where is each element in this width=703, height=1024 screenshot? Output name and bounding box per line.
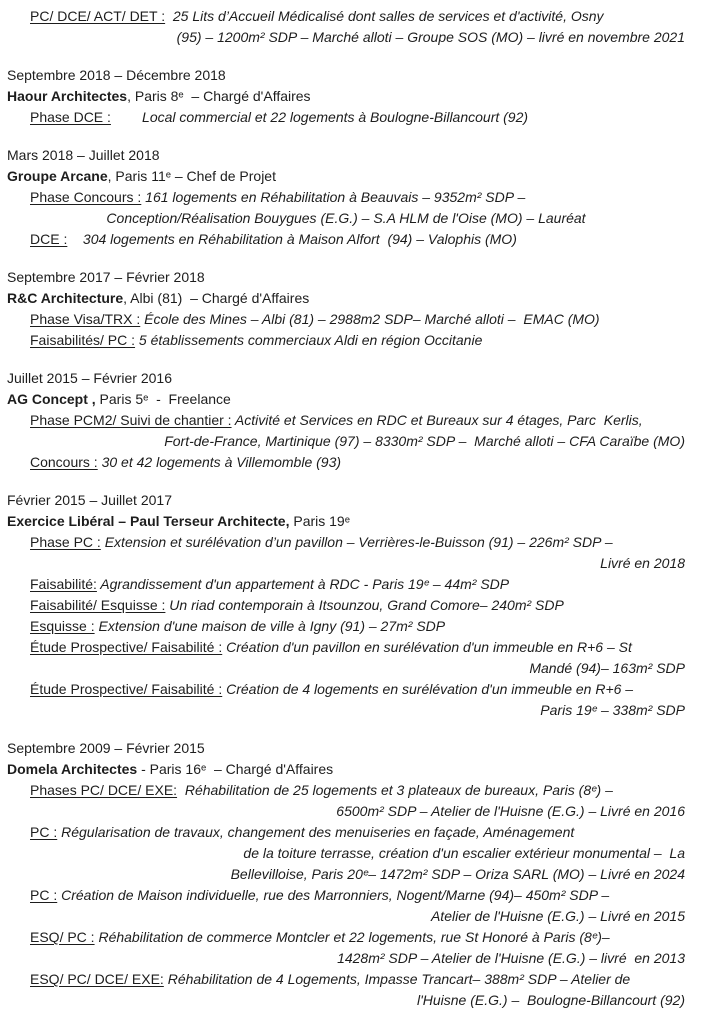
project-description: Agrandissement d'un appartement à RDC - Paris 19ᵉ – 44m² SDP (96, 576, 510, 592)
phase-label: PC/ DCE/ ACT/ DET : (30, 8, 166, 24)
project-description: Extension d'une maison de ville à Igny (91) – 27m² SDP (94, 618, 446, 634)
project-description: Réhabilitation de 4 Logements, Impasse Trancart– 388m² SDP – Atelier de (163, 971, 631, 987)
phase-label: Esquisse : (30, 618, 95, 634)
project-description: Un riad contemporain à Itsounzou, Grand Comore– 240m² SDP (165, 597, 564, 613)
project-description: 1428m² SDP – Atelier de l'Huisne (E.G.) – livré en 2013 (337, 950, 685, 966)
project-description: École des Mines – Albi (81) – 2988m2 SDP– Marché alloti – EMAC (MO) (140, 311, 600, 327)
text-line (7, 990, 685, 1011)
phase-label: Phase DCE : (30, 109, 111, 125)
text-line (7, 843, 685, 864)
text-line (7, 229, 685, 250)
project-description: 5 établissements commerciaux Aldi en région Occitanie (135, 332, 483, 348)
phase-label: PC : (30, 824, 58, 840)
text-line (7, 885, 685, 906)
text-line (7, 6, 685, 27)
experience-section (7, 267, 685, 351)
text-line (7, 166, 685, 187)
employer-details: Paris 19ᵉ (289, 513, 350, 529)
text-line (7, 927, 685, 948)
experience-section (7, 738, 685, 1011)
project-description: Activité et Services en RDC et Bureaux sur 4 étages, Parc Kerlis, (231, 412, 643, 428)
phase-label: Faisabilité: (30, 576, 97, 592)
date-range: Mars 2018 – Juillet 2018 (7, 147, 160, 163)
text-line (7, 864, 685, 885)
text-line (7, 801, 685, 822)
experience-section (7, 368, 685, 473)
project-description: Bellevilloise, Paris 20ᵉ– 1472m² SDP – Oriza SARL (MO) – Livré en 2024 (230, 866, 685, 882)
project-description: l'Huisne (E.G.) – Boulogne-Billancourt (92) (416, 992, 685, 1008)
text-line (7, 208, 685, 229)
phase-label: Étude Prospective/ Faisabilité : (30, 681, 223, 697)
phase-label: Phase PC : (30, 534, 101, 550)
project-description: Fort-de-France, Martinique (97) – 8330m² SDP – Marché alloti – CFA Caraïbe (MO) (164, 433, 685, 449)
employer-details: - Paris 16ᵉ – Chargé d'Affaires (137, 761, 334, 777)
project-description: Réhabilitation de 25 logements et 3 plateaux de bureaux, Paris (8ᵉ) – (177, 782, 613, 798)
text-line (7, 288, 685, 309)
text-line (7, 187, 685, 208)
employer-name: Exercice Libéral – Paul Terseur Architecte, (7, 513, 290, 529)
project-description: 304 logements en Réhabilitation à Maison Alfort (94) – Valophis (MO) (67, 231, 517, 247)
date-range: Septembre 2009 – Février 2015 (7, 740, 205, 756)
text-line (7, 27, 685, 48)
text-line (7, 759, 685, 780)
experience-section (7, 145, 685, 250)
date-range: Septembre 2017 – Février 2018 (7, 269, 205, 285)
phase-label: Phase Visa/TRX : (30, 311, 141, 327)
phase-label: Concours : (30, 454, 98, 470)
text-line (7, 145, 685, 166)
project-description: 25 Lits d’Accueil Médicalisé dont salles de services et d'activité, Osny (165, 8, 604, 24)
project-description: Création de Maison individuelle, rue des Marronniers, Nogent/Marne (94)– 450m² SDP – (57, 887, 610, 903)
text-line (7, 616, 685, 637)
text-line (7, 574, 685, 595)
phase-label: Faisabilités/ PC : (30, 332, 136, 348)
project-description: Extension et surélévation d’un pavillon – Verrières-le-Buisson (91) – 226m² SDP – (100, 534, 613, 550)
text-line (7, 389, 685, 410)
project-description: Atelier de l'Huisne (E.G.) – Livré en 2015 (430, 908, 685, 924)
text-line (7, 637, 685, 658)
text-line (7, 553, 685, 574)
project-description: 161 logements en Réhabilitation à Beauvais – 9352m² SDP – (141, 189, 526, 205)
text-line (7, 679, 685, 700)
phase-label: ESQ/ PC/ DCE/ EXE: (30, 971, 164, 987)
text-line (7, 410, 685, 431)
text-line (7, 969, 685, 990)
text-line (7, 532, 685, 553)
project-description: Création de 4 logements en surélévation d'un immeuble en R+6 – (222, 681, 634, 697)
employer-details: , Albi (81) – Chargé d'Affaires (123, 290, 310, 306)
project-description: Mandé (94)– 163m² SDP (529, 660, 685, 676)
project-description: de la toiture terrasse, création d'un escalier extérieur monumental – La (243, 845, 685, 861)
text-line (7, 822, 685, 843)
project-description: 30 et 42 logements à Villemomble (93) (97, 454, 342, 470)
employer-name: R&C Architecture (7, 290, 124, 306)
phase-label: Faisabilité/ Esquisse : (30, 597, 166, 613)
text-line (7, 906, 685, 927)
text-line (7, 86, 685, 107)
project-description: (95) – 1200m² SDP – Marché alloti – Groupe SOS (MO) – livré en novembre 2021 (176, 29, 685, 45)
phase-label: Étude Prospective/ Faisabilité : (30, 639, 223, 655)
text-line (7, 511, 685, 532)
text-line (7, 368, 685, 389)
project-description: Paris 19ᵉ – 338m² SDP (540, 702, 685, 718)
date-range: Septembre 2018 – Décembre 2018 (7, 67, 226, 83)
employer-details: , Paris 8ᵉ – Chargé d'Affaires (127, 88, 311, 104)
text-line (7, 107, 685, 128)
phase-label: Phases PC/ DCE/ EXE: (30, 782, 178, 798)
project-description: Conception/Réalisation Bouygues (E.G.) – S.A HLM de l'Oise (MO) – Lauréat (106, 210, 586, 226)
text-line (7, 309, 685, 330)
text-line (7, 452, 685, 473)
phase-label: DCE : (30, 231, 68, 247)
text-line (7, 595, 685, 616)
text-line (7, 330, 685, 351)
text-line (7, 700, 685, 721)
phase-label: Phase PCM2/ Suivi de chantier : (30, 412, 232, 428)
text-line (7, 431, 685, 452)
experience-section (7, 6, 685, 48)
date-range: Février 2015 – Juillet 2017 (7, 492, 172, 508)
project-description: Régularisation de travaux, changement des menuiseries en façade, Aménagement (57, 824, 575, 840)
text-line (7, 65, 685, 86)
experience-section (7, 65, 685, 128)
project-description: Création d'un pavillon en surélévation d'un immeuble en R+6 – St (222, 639, 632, 655)
text-line (7, 658, 685, 679)
project-description: Local commercial et 22 logements à Boulogne-Billancourt (92) (110, 109, 529, 125)
employer-name: AG Concept , (7, 391, 96, 407)
employer-name: Haour Architectes (7, 88, 128, 104)
employer-details: , Paris 11ᵉ – Chef de Projet (107, 168, 276, 184)
date-range: Juillet 2015 – Février 2016 (7, 370, 172, 386)
text-line (7, 948, 685, 969)
text-line (7, 267, 685, 288)
employer-name: Groupe Arcane (7, 168, 108, 184)
phase-label: PC : (30, 887, 58, 903)
employer-details: Paris 5ᵉ - Freelance (95, 391, 231, 407)
text-line (7, 490, 685, 511)
text-line (7, 738, 685, 759)
project-description: Livré en 2018 (600, 555, 685, 571)
project-description: 6500m² SDP – Atelier de l'Huisne (E.G.) – Livré en 2016 (336, 803, 685, 819)
project-description: Réhabilitation de commerce Montcler et 22 logements, rue St Honoré à Paris (8ᵉ)– (94, 929, 610, 945)
phase-label: ESQ/ PC : (30, 929, 95, 945)
experience-section (7, 490, 685, 721)
employer-name: Domela Architectes (7, 761, 138, 777)
text-line (7, 780, 685, 801)
phase-label: Phase Concours : (30, 189, 142, 205)
